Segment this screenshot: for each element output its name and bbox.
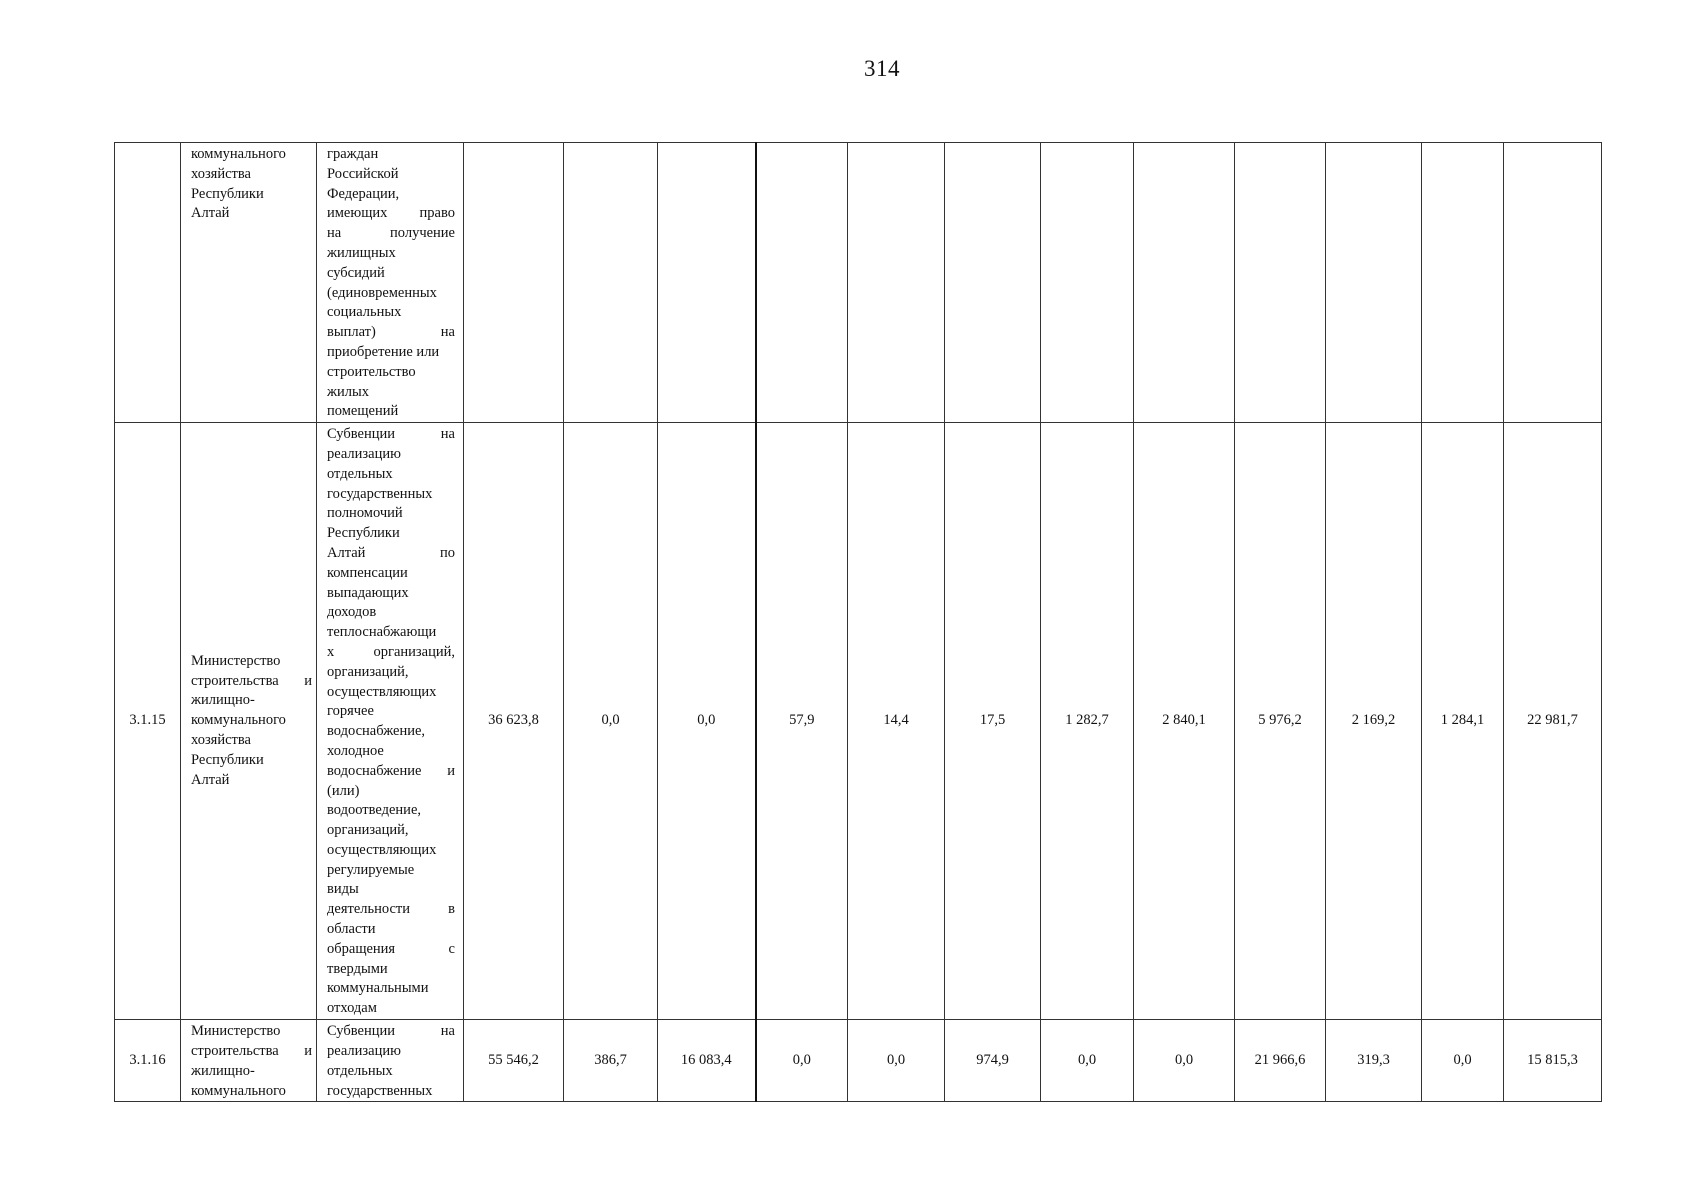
table-row: [115, 143, 1602, 423]
description-line: строительство: [327, 363, 416, 380]
description-line: горячее: [327, 703, 374, 720]
description-line: теплоснабжающи: [327, 624, 437, 641]
organization-line: жилищно-: [191, 1062, 255, 1079]
row-code-cell: [115, 143, 181, 423]
value-cell: 1 282,7: [1041, 423, 1134, 1020]
description-line: отходам: [327, 1000, 377, 1017]
description-line: коммунальными: [327, 980, 429, 997]
value-cell: 0,0: [756, 1020, 848, 1102]
description-line: области: [327, 921, 376, 938]
value-cell: 16 083,4: [658, 1020, 756, 1102]
description-line: субсидий: [327, 264, 385, 281]
table-body: [115, 143, 1602, 1102]
description-line: на получение: [327, 225, 455, 242]
description-line: государственных: [327, 1082, 433, 1099]
description-line: Российской: [327, 165, 399, 182]
description-line: Субвенции на: [327, 1023, 455, 1040]
organization-line: хозяйства: [191, 165, 251, 182]
description-line: отдельных: [327, 465, 393, 482]
description-line: (единовременных: [327, 284, 437, 301]
value-cell: 974,9: [945, 1020, 1041, 1102]
description-line: твердыми: [327, 960, 388, 977]
description-line: отдельных: [327, 1062, 393, 1079]
description-line: осуществляющих: [327, 841, 437, 858]
description-line: осуществляющих: [327, 683, 437, 700]
description-line: государственных: [327, 485, 433, 502]
value-cell: [464, 143, 564, 423]
description-cell: [317, 423, 464, 1020]
organization-line: жилищно-: [191, 692, 255, 709]
description-line: обращения с: [327, 940, 455, 957]
value-cell: 0,0: [564, 423, 658, 1020]
description-cell: [317, 143, 464, 423]
value-cell: [564, 143, 658, 423]
organization-line: Республики: [191, 751, 264, 768]
organization-line: коммунального: [191, 146, 286, 162]
description-line: холодное: [327, 742, 384, 759]
description-line: выпадающих: [327, 584, 409, 601]
description-line: имеющих право: [327, 205, 455, 222]
value-cell: 0,0: [658, 423, 756, 1020]
organization-cell: [181, 423, 317, 1020]
description-line: виды: [327, 881, 359, 898]
row-code-cell: 3.1.15: [115, 423, 181, 1020]
row-code-cell: 3.1.16: [115, 1020, 181, 1102]
description-line: помещений: [327, 403, 399, 420]
description-line: Субвенции на: [327, 426, 455, 443]
description-line: приобретение или: [327, 343, 440, 360]
organization-line: Министерство: [191, 652, 281, 669]
value-cell: 386,7: [564, 1020, 658, 1102]
description-line: полномочий: [327, 505, 403, 522]
description-line: доходов: [327, 604, 377, 621]
value-cell: 2 169,2: [1326, 423, 1422, 1020]
description-line: (или): [327, 782, 360, 799]
value-cell: 0,0: [1422, 1020, 1504, 1102]
value-cell: [658, 143, 756, 423]
value-cell: 5 976,2: [1235, 423, 1326, 1020]
description-line: компенсации: [327, 564, 408, 581]
value-cell: 36 623,8: [464, 423, 564, 1020]
description-line: х организаций,: [327, 643, 455, 660]
description-line: водоснабжение и: [327, 762, 455, 779]
value-cell: [1422, 143, 1504, 423]
description-line: граждан: [327, 146, 379, 162]
table-row: [115, 423, 1602, 1020]
description-line: социальных: [327, 304, 402, 321]
value-cell: 2 840,1: [1134, 423, 1235, 1020]
organization-line: Министерство: [191, 1023, 281, 1040]
value-cell: [1326, 143, 1422, 423]
value-cell: 17,5: [945, 423, 1041, 1020]
organization-line: коммунального: [191, 712, 286, 729]
description-line: Алтай по: [327, 544, 455, 561]
value-cell: 0,0: [1134, 1020, 1235, 1102]
description-line: деятельности в: [327, 901, 455, 918]
value-cell: [1041, 143, 1134, 423]
description-line: реализацию: [327, 1042, 401, 1059]
page-number: 314: [864, 56, 900, 81]
value-cell: [945, 143, 1041, 423]
value-cell: 0,0: [1041, 1020, 1134, 1102]
description-line: организаций,: [327, 822, 409, 839]
description-line: Федерации,: [327, 185, 400, 202]
description-line: реализацию: [327, 445, 401, 462]
value-cell: 1 284,1: [1422, 423, 1504, 1020]
value-cell: [848, 143, 945, 423]
description-line: водоотведение,: [327, 802, 422, 819]
value-cell: 57,9: [756, 423, 848, 1020]
description-line: Республики: [327, 525, 400, 542]
value-cell: [1134, 143, 1235, 423]
value-cell: 319,3: [1326, 1020, 1422, 1102]
organization-line: строительства и: [191, 1042, 312, 1059]
description-line: водоснабжение,: [327, 723, 426, 740]
description-line: выплат) на: [327, 324, 455, 341]
organization-line: хозяйства: [191, 732, 251, 749]
organization-line: строительства и: [191, 672, 312, 689]
description-cell: [317, 1020, 464, 1102]
organization-line: Алтай: [191, 205, 230, 222]
table-row: [115, 1020, 1602, 1102]
description-line: жилых: [327, 383, 370, 400]
value-cell: 22 981,7: [1504, 423, 1602, 1020]
value-cell: 14,4: [848, 423, 945, 1020]
budget-table: [114, 142, 1602, 1102]
organization-cell: [181, 1020, 317, 1102]
description-line: организаций,: [327, 663, 409, 680]
value-cell: [756, 143, 848, 423]
value-cell: 15 815,3: [1504, 1020, 1602, 1102]
value-cell: 21 966,6: [1235, 1020, 1326, 1102]
value-cell: [1235, 143, 1326, 423]
organization-line: Республики: [191, 185, 264, 202]
value-cell: [1504, 143, 1602, 423]
description-line: жилищных: [327, 244, 396, 261]
organization-cell: [181, 143, 317, 423]
value-cell: 55 546,2: [464, 1020, 564, 1102]
value-cell: 0,0: [848, 1020, 945, 1102]
organization-line: Алтай: [191, 771, 230, 788]
organization-line: коммунального: [191, 1082, 286, 1099]
description-line: регулируемые: [327, 861, 415, 878]
